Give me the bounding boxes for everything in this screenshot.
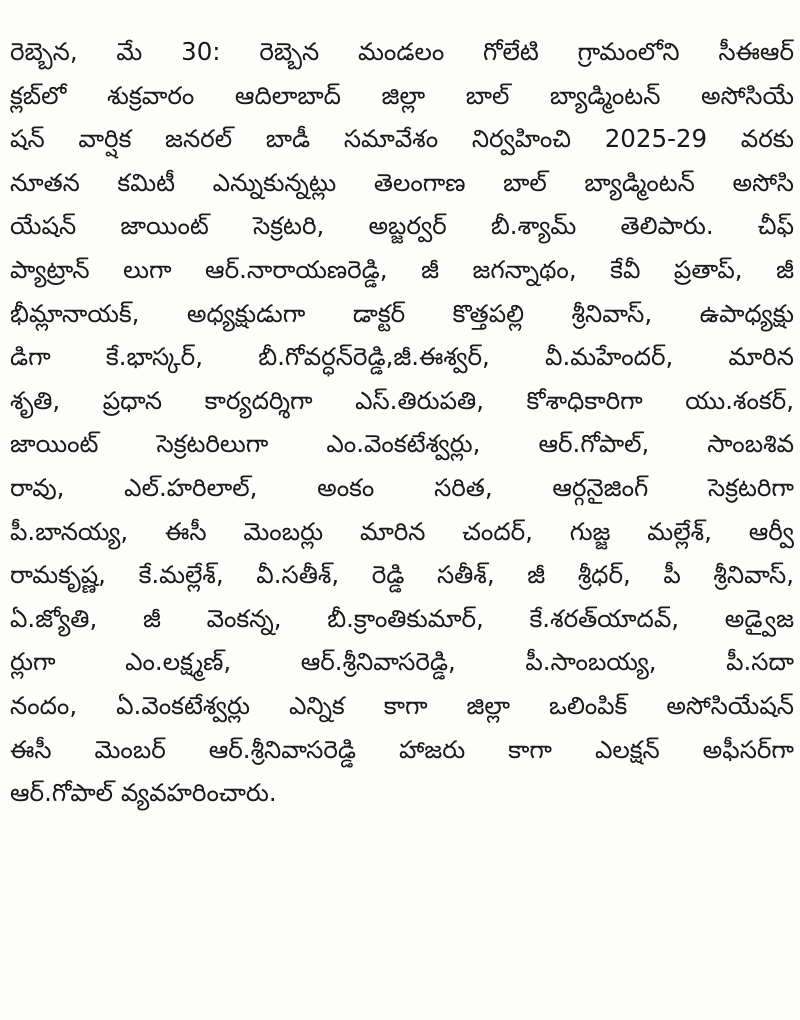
article-line: ఆర్.గోపాల్ వ్యవహరించారు. [10, 778, 277, 808]
headline-strip [0, 0, 800, 22]
article-line: రామకృష్ణ, కే.మల్లేశ్, వీ.సతీశ్, రెడ్డి సతీశ్, జీ శ్రీధర్, పీ శ్రీనివాస్, [10, 560, 794, 590]
article-line: ప్యాట్రాన్ లుగా ఆర్.నారాయణరెడ్డి, జీ జగన్నాథం, కేవీ ప్రతాప్, జీ [10, 254, 794, 284]
article-line: జాయింట్ సెక్రటరిలుగా ఎం.వెంకటేశ్వర్లు, ఆర్.గోపాల్, సాంబశివ [10, 429, 794, 459]
article-line: రెబ్బెన, మే 30: రెబ్బెన మండలం గోలేటి గ్రామంలోని సీఈఆర్ [10, 37, 794, 66]
article-line: ఏ.జ్యోతి, జీ వెంకన్న, బీ.క్రాంతికుమార్, కే.శరత్‌యాదవ్, అడ్వైజ [10, 603, 794, 633]
article-line: నందం, ఏ.వెంకటేశ్వర్లు ఎన్నిక కాగా జిల్లా ఒలింపిక్ అసోసియేషన్ [10, 690, 794, 720]
article-line: శృతి, ప్రధాన కార్యదర్శిగా ఎస్.తిరుపతి, కోశాధికారిగా యు.శంకర్, [10, 385, 794, 415]
article-line: ఈసీ మెంబర్ ఆర్.శ్రీనివాసరెడ్డి హాజరు కాగా ఎలక్షన్ అఫీసర్‌గా [10, 734, 794, 764]
article-line: భీమ్లానాయక్, అధ్యక్షుడుగా డాక్టర్ కొత్తపల్లి శ్రీనివాస్, ఉపాధ్యక్షు [10, 298, 794, 328]
article-line: యేషన్ జాయింట్ సెక్రటరి, అబ్జర్వర్ బీ.శ్యామ్ తెలిపారు. చీఫ్ [10, 211, 794, 241]
article-line: ర్లుగా ఎం.లక్ష్మణ్, ఆర్.శ్రీనివాసరెడ్డి, పీ.సాంబయ్య, పీ.సదా [10, 647, 794, 677]
article-line: నూతన కమిటీ ఎన్నుకున్నట్లు తెలంగాణ బాల్ బ్యాడ్మింటన్ అసోసి [10, 167, 794, 197]
article-line: క్లబ్‌లో శుక్రవారం ఆదిలాబాద్ జిల్లా బాల్ బ్యాడ్మింటన్ అసోసియే [10, 80, 794, 110]
article-line: పీ.బానయ్య, ఈసీ మెంబర్లు మారిన చందర్, గుజ్జ మల్లేశ్, ఆర్వీ [10, 516, 794, 546]
article-line: షన్ వార్షిక జనరల్ బాడీ సమావేశం నిర్వహించి 2025-29 వరకు [10, 124, 794, 154]
article-line: డిగా కే.భాస్కర్, బీ.గోవర్ధన్‌రెడ్డి,జీ.ఈశ్వర్, వీ.మహేందర్, మారిన [10, 342, 794, 372]
article-line: రావు, ఎల్.హరిలాల్, అంకం సరిత, ఆర్గనైజింగ్ సెక్రటరిగా [10, 472, 794, 502]
article-body [10, 30, 794, 815]
